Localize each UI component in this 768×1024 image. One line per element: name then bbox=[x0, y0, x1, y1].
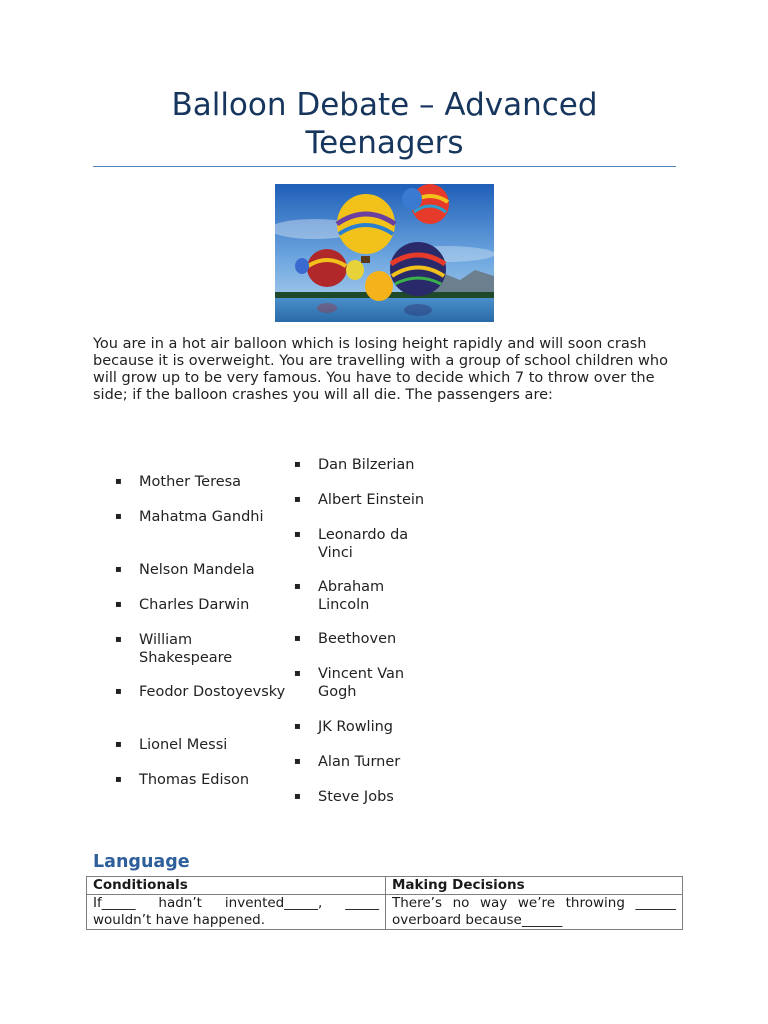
list-item: ▪ Steve Jobs bbox=[294, 789, 394, 805]
bullet-icon: ▪ bbox=[115, 511, 122, 522]
bullet-icon: ▪ bbox=[115, 599, 122, 610]
bullet-icon: ▪ bbox=[115, 476, 122, 487]
list-item: ▪ Mother Teresa bbox=[115, 474, 242, 490]
bullet-icon: ▪ bbox=[294, 581, 301, 592]
language-heading: Language bbox=[93, 852, 190, 872]
language-table bbox=[86, 876, 683, 930]
title-divider bbox=[93, 166, 676, 167]
list-item: ▪ Beethoven bbox=[294, 631, 397, 647]
list-item: ▪ Albert Einstein bbox=[294, 492, 425, 508]
bullet-icon: ▪ bbox=[294, 756, 301, 767]
list-item: ▪ William Shakespeare bbox=[115, 632, 233, 666]
intro-paragraph: You are in a hot air balloon which is losing height rapidly and will soon crash because it is overweight. You are travelling with a group of school children who will grow up to be very famous. You have to decide which 7 to throw over the side; if the balloon crashes you will all die. The passengers are: bbox=[93, 336, 668, 403]
list-item: ▪ Nelson Mandela bbox=[115, 562, 255, 578]
list-item: ▪ Mahatma Gandhi bbox=[115, 509, 264, 525]
table-row bbox=[87, 895, 683, 930]
list-item: ▪ Charles Darwin bbox=[115, 597, 250, 613]
bullet-icon: ▪ bbox=[115, 634, 122, 645]
bullet-icon: ▪ bbox=[115, 739, 122, 750]
bullet-icon: ▪ bbox=[115, 686, 122, 697]
bullet-icon: ▪ bbox=[294, 721, 301, 732]
list-item: ▪ JK Rowling bbox=[294, 719, 393, 735]
bullet-icon: ▪ bbox=[115, 774, 122, 785]
table-header-row bbox=[87, 877, 683, 895]
hot-air-balloons-photo bbox=[275, 184, 494, 322]
list-item: ▪ Lionel Messi bbox=[115, 737, 228, 753]
list-item: ▪ Leonardo da Vinci bbox=[294, 527, 409, 561]
list-item: ▪ Abraham Lincoln bbox=[294, 579, 385, 613]
table-header-making-decisions: Making Decisions bbox=[386, 877, 683, 895]
table-cell-conditionals: If_____ hadn’t invented_____, _____ wouldn’t have happened. bbox=[87, 895, 386, 930]
list-item: ▪ Vincent Van Gogh bbox=[294, 666, 405, 700]
list-item: ▪ Dan Bilzerian bbox=[294, 457, 415, 473]
page-title: Balloon Debate – Advanced Teenagers bbox=[171, 87, 598, 161]
bullet-icon: ▪ bbox=[294, 459, 301, 470]
list-item: ▪ Thomas Edison bbox=[115, 772, 250, 788]
table-header-conditionals: Conditionals bbox=[87, 877, 386, 895]
bullet-icon: ▪ bbox=[294, 633, 301, 644]
bullet-icon: ▪ bbox=[294, 791, 301, 802]
bullet-icon: ▪ bbox=[294, 494, 301, 505]
list-item: ▪ Alan Turner bbox=[294, 754, 401, 770]
bullet-icon: ▪ bbox=[294, 668, 301, 679]
bullet-icon: ▪ bbox=[294, 529, 301, 540]
bullet-icon: ▪ bbox=[115, 564, 122, 575]
list-item: ▪ Feodor Dostoyevsky bbox=[115, 684, 286, 700]
table-cell-making-decisions: There’s no way we’re throwing ______ overboard because______ bbox=[386, 895, 683, 930]
